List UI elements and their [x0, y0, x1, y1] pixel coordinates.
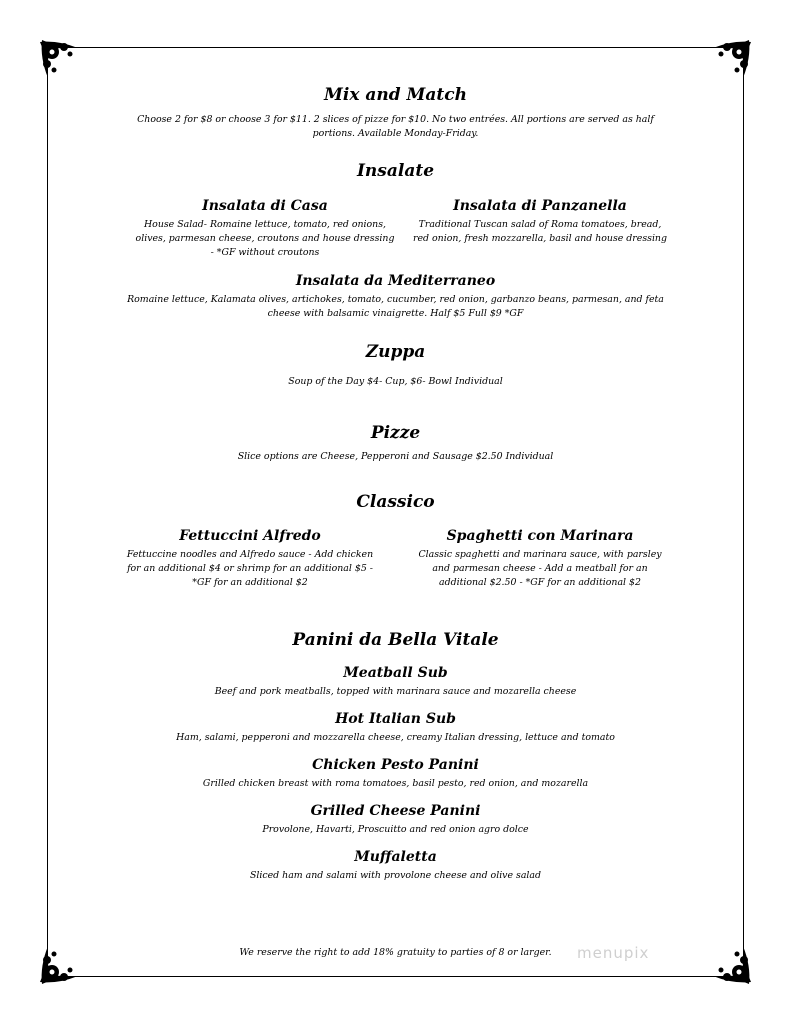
insalata-mediterraneo-desc-1: Romaine lettuce, Kalamata olives, artichokes, tomato, cucumber, red onion, garbanzo beans, parmesan, and feta — [127, 294, 664, 305]
insalate-title: Insalate — [356, 161, 435, 181]
fettuccini-alfredo-desc-3: *GF for an additional $2 — [192, 577, 308, 588]
mix-match-line-2: portions. Available Monday-Friday. — [312, 128, 479, 139]
zuppa-title: Zuppa — [365, 342, 426, 362]
panini-item-name: Chicken Pesto Panini — [312, 757, 479, 773]
panini-title: Panini da Bella Vitale — [292, 630, 499, 650]
insalata-casa-desc-2: olives, parmesan cheese, croutons and house dressing — [135, 233, 395, 244]
panini-item-desc: Beef and pork meatballs, topped with marinara sauce and mozarella cheese — [214, 686, 577, 697]
insalata-panzanella-desc-1: Traditional Tuscan salad of Roma tomatoes, bread, — [418, 219, 662, 230]
watermark: menupix — [577, 944, 650, 962]
insalata-mediterraneo-name: Insalata da Mediterraneo — [295, 273, 496, 289]
panini-item-desc: Sliced ham and salami with provolone cheese and olive salad — [249, 870, 542, 881]
fettuccini-alfredo-desc-1: Fettuccine noodles and Alfredo sauce - Add chicken — [126, 549, 374, 560]
pizze-desc: Slice options are Cheese, Pepperoni and Sausage $2.50 Individual — [237, 451, 554, 462]
insalata-panzanella-desc-2: red onion, fresh mozzarella, basil and house dressing — [413, 233, 667, 244]
panini-item-name: Muffaletta — [354, 849, 437, 865]
insalata-casa-name: Insalata di Casa — [202, 198, 328, 214]
insalata-panzanella-name: Insalata di Panzanella — [453, 198, 627, 214]
panini-item-desc: Provolone, Havarti, Proscuitto and red onion agro dolce — [262, 824, 529, 835]
insalata-casa-desc-1: House Salad- Romaine lettuce, tomato, red onions, — [144, 219, 386, 230]
gratuity-notice: We reserve the right to add 18% gratuity to parties of 8 or larger. — [239, 947, 552, 958]
floral-corner-icon — [38, 38, 82, 82]
pizze-title: Pizze — [370, 423, 421, 443]
menu-border-frame — [47, 47, 744, 977]
panini-item-desc: Ham, salami, pepperoni and mozzarella cheese, creamy Italian dressing, lettuce and tomato — [176, 732, 615, 743]
fettuccini-alfredo-desc-2: for an additional $4 or shrimp for an additional $5 - — [127, 563, 373, 574]
spaghetti-marinara-desc-2: and parmesan cheese - Add a meatball for an — [432, 563, 648, 574]
spaghetti-marinara-desc-1: Classic spaghetti and marinara sauce, with parsley — [418, 549, 662, 560]
panini-item-name: Meatball Sub — [343, 665, 448, 681]
insalata-casa-desc-3: - *GF without croutons — [210, 247, 320, 258]
panini-item-name: Hot Italian Sub — [335, 711, 456, 727]
spaghetti-marinara-name: Spaghetti con Marinara — [446, 528, 634, 544]
spaghetti-marinara-desc-3: additional $2.50 - *GF for an additional $2 — [439, 577, 641, 588]
mix-match-line-1: Choose 2 for $8 or choose 3 for $11. 2 slices of pizze for $10. No two entrées. All portions are served as half — [137, 114, 654, 125]
panini-item-name: Grilled Cheese Panini — [310, 803, 481, 819]
insalata-mediterraneo-desc-2: cheese with balsamic vinaigrette. Half $5 Full $9 *GF — [267, 308, 524, 319]
floral-corner-icon — [709, 38, 753, 82]
mix-match-title: Mix and Match — [324, 85, 467, 105]
panini-item-desc: Grilled chicken breast with roma tomatoes, basil pesto, red onion, and mozarella — [202, 778, 589, 789]
fettuccini-alfredo-name: Fettuccini Alfredo — [179, 528, 321, 544]
zuppa-desc: Soup of the Day $4- Cup, $6- Bowl Individual — [288, 376, 503, 387]
classico-title: Classico — [356, 492, 435, 512]
